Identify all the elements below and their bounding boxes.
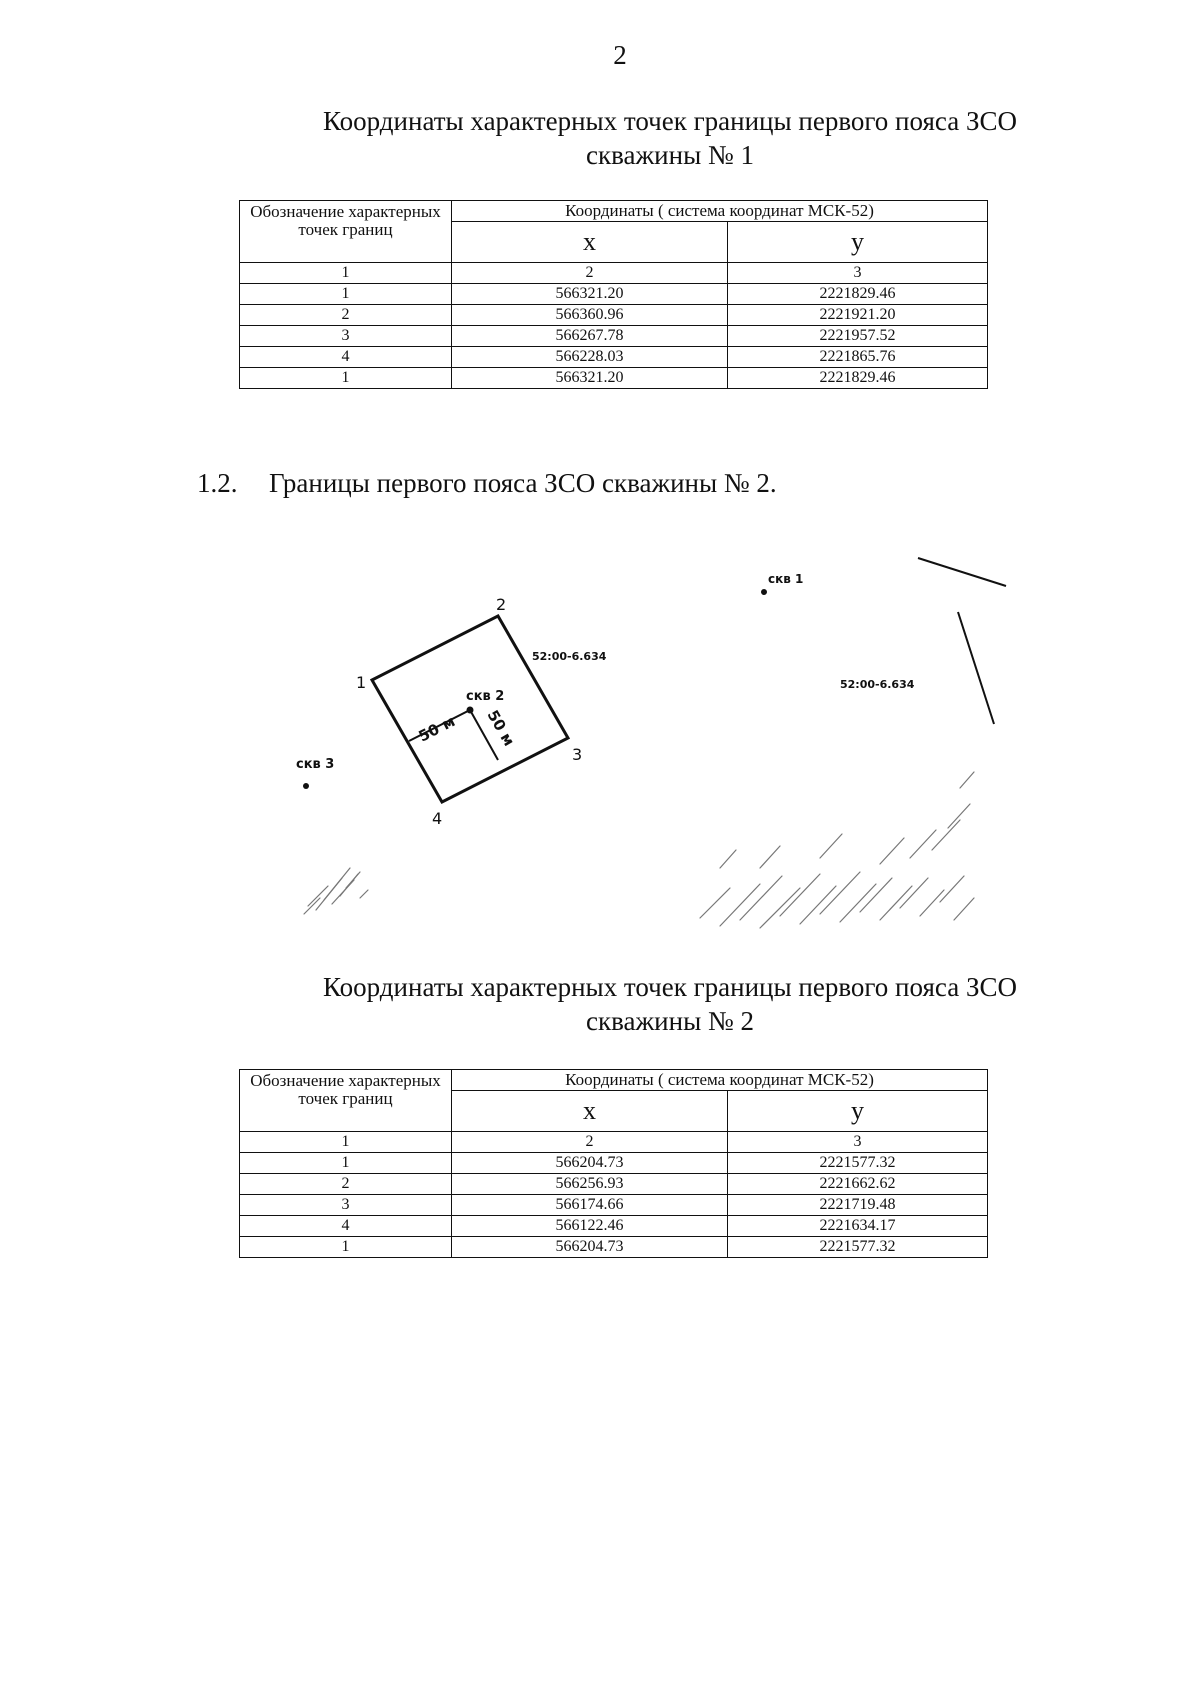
table-1-title bbox=[0, 104, 1200, 172]
point-id: 3 bbox=[240, 326, 452, 347]
well-point bbox=[303, 783, 309, 789]
table-row bbox=[240, 1237, 988, 1258]
header-coordinates: Координаты ( система координат МСК-52) bbox=[452, 1070, 988, 1091]
page-number: 2 bbox=[613, 40, 627, 70]
x-value: 566360.96 bbox=[452, 305, 728, 326]
x-value: 566321.20 bbox=[452, 368, 728, 389]
table-row bbox=[240, 1174, 988, 1195]
y-value: 2221719.48 bbox=[728, 1195, 988, 1216]
table-2-title-line-2: скважины № 2 bbox=[586, 1006, 754, 1036]
x-value: 566174.66 bbox=[452, 1195, 728, 1216]
vertex-label: 1 bbox=[356, 673, 367, 692]
header-col-number: 3 bbox=[728, 1132, 988, 1153]
point-id: 1 bbox=[240, 368, 452, 389]
coordinates-table-2 bbox=[239, 1069, 988, 1258]
y-value: 2221921.20 bbox=[728, 305, 988, 326]
point-id: 2 bbox=[240, 305, 452, 326]
y-value: 2221829.46 bbox=[728, 368, 988, 389]
x-value: 566321.20 bbox=[452, 284, 728, 305]
table-row bbox=[240, 284, 988, 305]
table-1-title-line-1: Координаты характерных точек границы первого пояса ЗСО bbox=[323, 106, 1017, 136]
boundary-map bbox=[280, 528, 1010, 938]
header-x: x bbox=[452, 222, 728, 263]
table-row bbox=[240, 1153, 988, 1174]
well-point bbox=[467, 707, 474, 714]
y-value: 2221957.52 bbox=[728, 326, 988, 347]
point-id: 3 bbox=[240, 1195, 452, 1216]
header-y: y bbox=[728, 1091, 988, 1132]
header-designation: Обозначение характерных точек границ bbox=[240, 1070, 452, 1132]
header-col-number: 1 bbox=[240, 1132, 452, 1153]
section-number: 1.2. bbox=[197, 468, 238, 498]
header-designation: Обозначение характерных точек границ bbox=[240, 201, 452, 263]
point-id: 1 bbox=[240, 284, 452, 305]
point-id: 1 bbox=[240, 1153, 452, 1174]
well-label-skv2: скв 2 bbox=[466, 689, 505, 704]
x-value: 566204.73 bbox=[452, 1153, 728, 1174]
y-value: 2221577.32 bbox=[728, 1237, 988, 1258]
section-heading bbox=[197, 468, 777, 499]
x-value: 566122.46 bbox=[452, 1216, 728, 1237]
y-value: 2221634.17 bbox=[728, 1216, 988, 1237]
x-value: 566256.93 bbox=[452, 1174, 728, 1195]
y-value: 2221865.76 bbox=[728, 347, 988, 368]
section-heading-text: Границы первого пояса ЗСО скважины № 2. bbox=[269, 468, 777, 498]
dimension-label: 50 м bbox=[483, 707, 519, 750]
header-coordinates: Координаты ( система координат МСК-52) bbox=[452, 201, 988, 222]
x-value: 566204.73 bbox=[452, 1237, 728, 1258]
table-row bbox=[240, 1216, 988, 1237]
vertex-label: 3 bbox=[572, 745, 583, 764]
y-value: 2221662.62 bbox=[728, 1174, 988, 1195]
coordinates-table-1 bbox=[239, 200, 988, 389]
x-value: 566228.03 bbox=[452, 347, 728, 368]
table-row bbox=[240, 1195, 988, 1216]
road-lines bbox=[918, 558, 1006, 724]
header-col-number: 1 bbox=[240, 263, 452, 284]
dimension-label: 50 м bbox=[415, 712, 458, 746]
y-value: 2221577.32 bbox=[728, 1153, 988, 1174]
header-col-number: 3 bbox=[728, 263, 988, 284]
table-row bbox=[240, 347, 988, 368]
header-col-number: 2 bbox=[452, 1132, 728, 1153]
parcel-label: 52:00-6.634 bbox=[840, 678, 915, 691]
header-y: y bbox=[728, 222, 988, 263]
well-label-skv1: скв 1 bbox=[768, 572, 804, 586]
table-row bbox=[240, 326, 988, 347]
vertex-label: 4 bbox=[432, 809, 443, 828]
table-2-title bbox=[0, 970, 1200, 1038]
well-point bbox=[761, 589, 767, 595]
header-col-number: 2 bbox=[452, 263, 728, 284]
point-id: 1 bbox=[240, 1237, 452, 1258]
table-1-title-line-2: скважины № 1 bbox=[586, 140, 754, 170]
y-value: 2221829.46 bbox=[728, 284, 988, 305]
vertex-label: 2 bbox=[496, 595, 507, 614]
table-row bbox=[240, 305, 988, 326]
point-id: 4 bbox=[240, 347, 452, 368]
x-value: 566267.78 bbox=[452, 326, 728, 347]
hatch-texture bbox=[304, 772, 974, 928]
header-x: x bbox=[452, 1091, 728, 1132]
parcel-label: 52:00-6.634 bbox=[532, 650, 607, 663]
point-id: 2 bbox=[240, 1174, 452, 1195]
table-2-title-line-1: Координаты характерных точек границы первого пояса ЗСО bbox=[323, 972, 1017, 1002]
point-id: 4 bbox=[240, 1216, 452, 1237]
table-row bbox=[240, 368, 988, 389]
well-label-skv3: скв 3 bbox=[296, 757, 335, 772]
